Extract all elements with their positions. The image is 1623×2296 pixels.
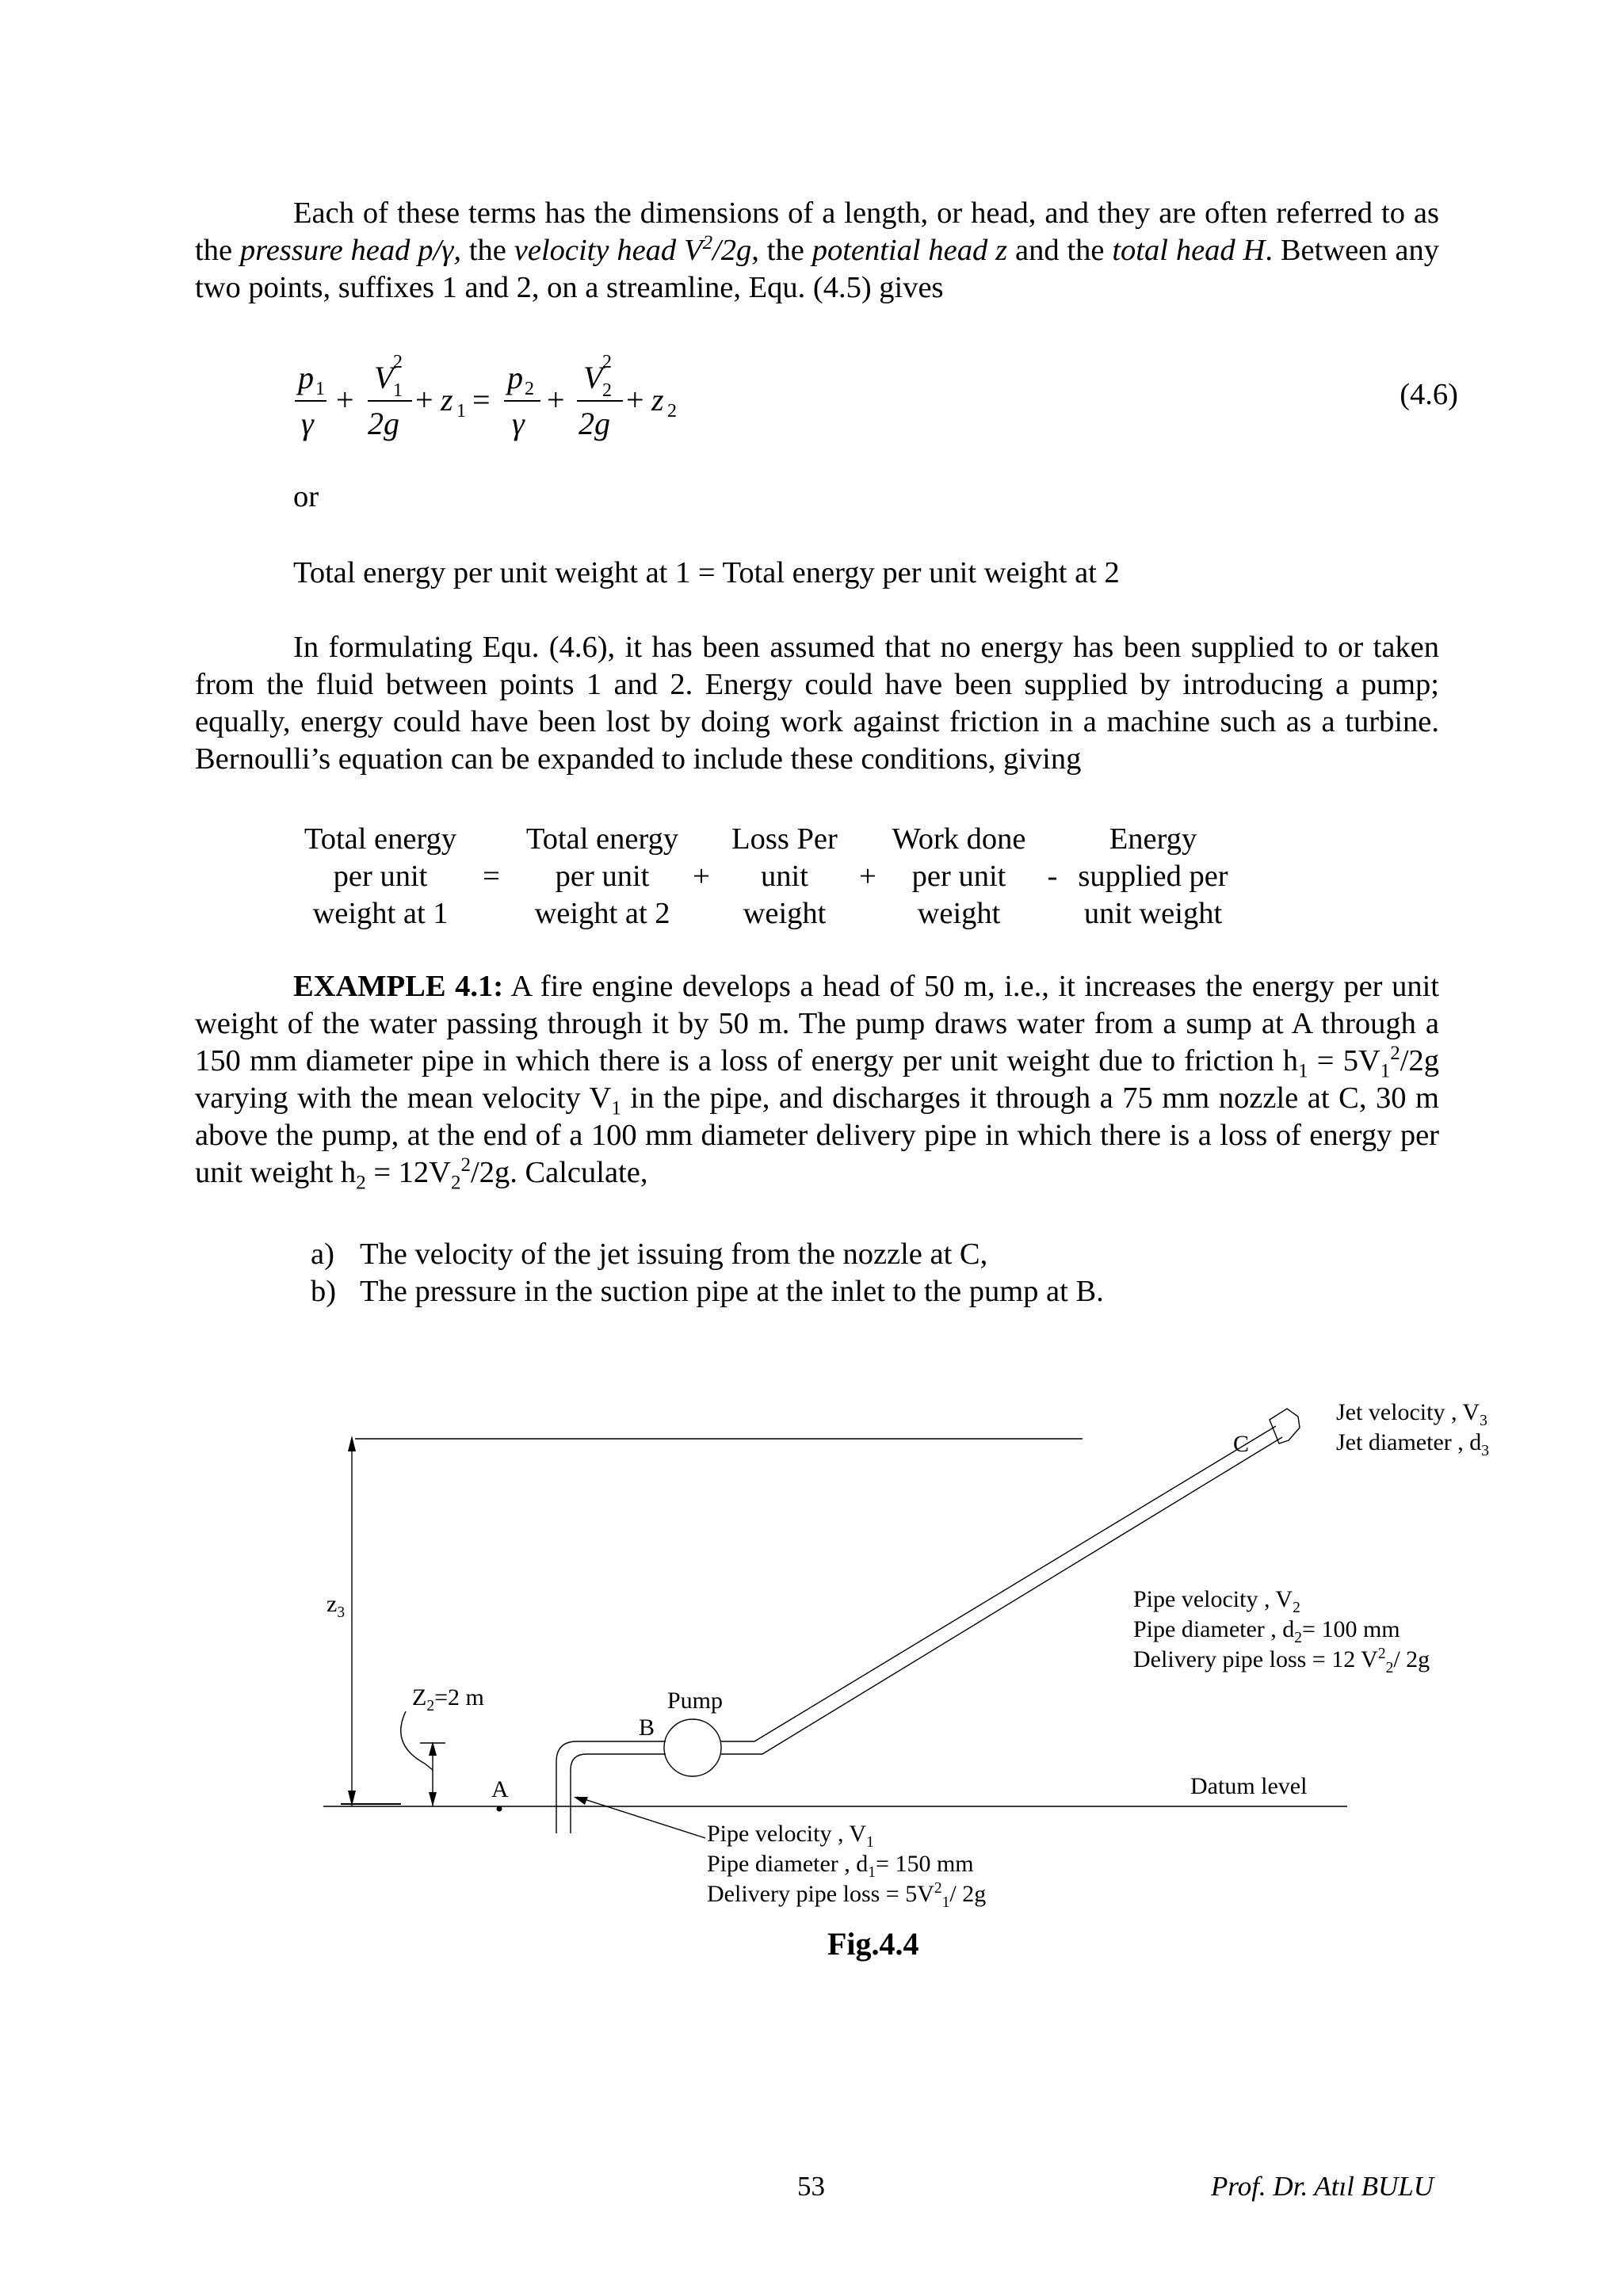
operator-equals: = (483, 860, 500, 893)
operator-plus-2: + (859, 860, 876, 893)
table-col-1: Total energy per unit weight at 1 (304, 822, 457, 930)
operator-plus-1: + (693, 860, 710, 893)
point-b-label: B (639, 1714, 655, 1741)
potential-head-term: potential head z (812, 234, 1008, 267)
svg-text:+: + (336, 382, 354, 418)
svg-text:1: 1 (393, 380, 403, 401)
svg-text:+: + (415, 382, 433, 418)
z2-label: $Z_2=2$ m (412, 1684, 484, 1714)
table-col-4: Work done per unit weight (892, 822, 1026, 930)
svg-text:2: 2 (667, 401, 677, 421)
energy-statement: Total energy per unit weight at 1 = Total energy per unit weight at 2 (293, 556, 1120, 589)
author-name: Prof. Dr. Atıl BULU (1211, 2171, 1434, 2202)
list-item: a) The velocity of the jet issuing from the nozzle at C, (311, 1238, 988, 1271)
nozzle (1270, 1409, 1300, 1444)
svg-text:2: 2 (602, 352, 612, 372)
point-a-dot (497, 1806, 502, 1812)
point-c-label: C (1233, 1431, 1250, 1457)
equation-number: (4.6) (1400, 378, 1458, 411)
question-list (311, 1236, 1104, 1310)
svg-text:2g: 2g (368, 406, 399, 441)
example-paragraph: EXAMPLE 4.1: A fire engine develops a head of 50 m, i.e., it increases the energy per unit weight of the water passing through it by 50 m. The pump draws water from a sump at A through a 150 mm diameter pipe in which there is a loss of energy per unit weight due to friction $h_1 = 5V_1^2/2g$ varying with the mean velocity $V_1$ in the pipe, and discharges it through a 75 mm nozzle at C, 30 m above the pump, at the end of a 100 mm diameter delivery pipe in which there is a loss of energy per unit weight $h_2 = 12V_2^2/2g$. Calculate, (195, 970, 1439, 1194)
delivery-pipe-outer (721, 1426, 1276, 1741)
svg-text:γ: γ (301, 406, 314, 441)
table-col-5: Energy supplied per unit weight (1078, 822, 1228, 930)
svg-text:1: 1 (456, 401, 466, 421)
pump-circle (664, 1719, 721, 1776)
velocity-head-term: velocity head $V^2/2g$ (514, 232, 752, 267)
figure-caption: Fig.4.4 (827, 1926, 919, 1962)
svg-text:p: p (507, 360, 523, 395)
delivery-pipe-label: Pipe velocity , $V_2$ Pipe diameter , $d_2= 100$ mm Delivery pipe loss = 12 $V^2_2/$ 2g (1133, 1586, 1430, 1676)
svg-text:V: V (374, 360, 394, 395)
svg-text:z: z (441, 382, 453, 418)
svg-text:2g: 2g (579, 406, 610, 441)
jet-label: Jet velocity , $V_3$ Jet diameter , $d_3$ (1336, 1399, 1490, 1459)
paragraph-formulating: In formulating Equ. (4.6), it has been assumed that no energy has been supplied to or taken from the fluid between points 1 and 2. Energy could have been supplied by introducing a pump; equally, energy could have been lost by doing work against friction in a machine such as a turbine. Bernoulli’s equation can be expanded to include these conditions, giving (195, 631, 1439, 776)
z3-label: $z_3$ (327, 1591, 346, 1621)
svg-text:z: z (651, 382, 664, 418)
svg-text:2: 2 (602, 380, 612, 401)
operator-minus: - (1047, 860, 1058, 893)
bernoulli-equation (285, 347, 1458, 458)
svg-text:p: p (298, 360, 314, 395)
equation-graphic (285, 347, 729, 458)
page-number: 53 (797, 2171, 825, 2202)
list-item: b) The pressure in the suction pipe at the inlet to the pump at B. (311, 1275, 1104, 1308)
example-label: EXAMPLE 4.1: (293, 970, 504, 1003)
svg-text:2: 2 (525, 379, 534, 399)
leader-line (577, 1797, 705, 1838)
pump-label: Pump (667, 1688, 724, 1714)
paragraph-head-terms: Each of these terms has the dimensions of a length, or head, and they are often referred to as the pressure head p/γ, the velocity head $V^2/2g$, the potential head z and the total head H. Between any two points, suffixes 1 and 2, on a streamline, Equ. (4.5) gives (195, 196, 1439, 304)
or-text: or (293, 480, 319, 513)
svg-text:+: + (547, 382, 565, 418)
svg-text:+: + (626, 382, 644, 418)
svg-text:γ: γ (512, 406, 525, 441)
datum-label: Datum level (1190, 1773, 1308, 1799)
z2-arc (401, 1711, 433, 1770)
svg-text:V: V (583, 360, 603, 395)
pressure-head-term: pressure head p/γ, (239, 234, 461, 267)
suction-pipe-label: Pipe velocity , $V_1$ Pipe diameter , $d_1= 150$ mm Delivery pipe loss = $5V^2_1/$ 2g (707, 1821, 987, 1911)
table-col-2: Total energy per unit weight at 2 (525, 822, 679, 930)
svg-text:2: 2 (393, 352, 403, 372)
point-a-label: A (491, 1776, 509, 1802)
arrow-up (348, 1436, 356, 1451)
table-col-3: Loss Per unit weight (731, 822, 838, 930)
figure-pump-system (0, 1379, 1623, 1981)
svg-text:1: 1 (315, 379, 325, 399)
suction-pipe-inner (571, 1754, 666, 1833)
svg-text:=: = (472, 382, 491, 418)
total-head-term: total head H (1112, 234, 1266, 267)
